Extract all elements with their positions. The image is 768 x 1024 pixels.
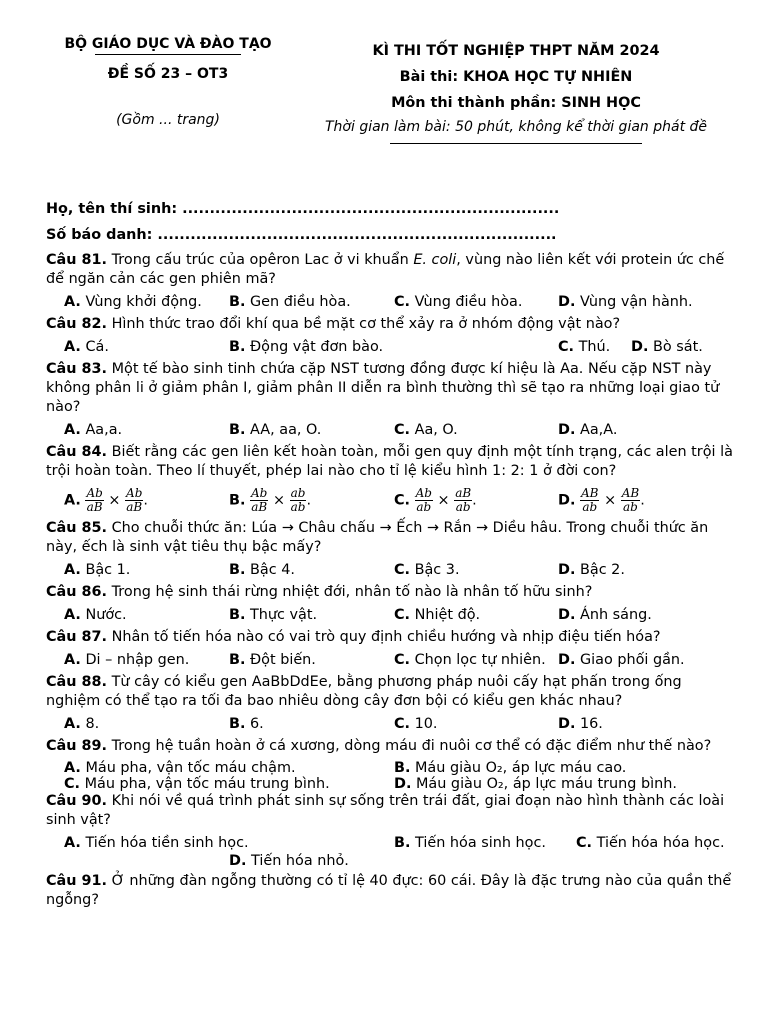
option-b: B. AA, aa, O. bbox=[229, 422, 322, 438]
option-a: A. Aa,a. bbox=[64, 422, 123, 438]
question-87 bbox=[46, 628, 734, 647]
option-b: B. Gen điều hòa. bbox=[229, 294, 351, 310]
question-number: Câu 90. bbox=[46, 793, 108, 809]
options-89 bbox=[46, 758, 734, 792]
question-number: Câu 86. bbox=[46, 584, 108, 600]
options-81 bbox=[46, 291, 734, 315]
genotype-fraction: $\frac{Ab}{aB}$ bbox=[126, 486, 143, 514]
question-number: Câu 87. bbox=[46, 629, 108, 645]
question-91 bbox=[46, 872, 734, 910]
genotype-fraction: $\frac{AB}{ab}$ bbox=[581, 486, 599, 514]
option-d: D. Ánh sáng. bbox=[558, 607, 652, 623]
exam-code: ĐỀ SỐ 23 – OT3 bbox=[107, 66, 229, 82]
option-d: D. $\frac{AB}{ab}$ × $\frac{AB}{ab}$ . bbox=[558, 486, 645, 514]
candidate-info bbox=[46, 196, 746, 248]
question-text: , vùng nào liên kết với protein ức chế để ngăn cản các gen phiên mã? bbox=[46, 252, 725, 287]
options-82 bbox=[46, 336, 734, 360]
option-b: B. Máu giàu O₂, áp lực máu cao. bbox=[394, 760, 627, 776]
option-a: A. Vùng khởi động. bbox=[64, 294, 202, 310]
option-b: B. 6. bbox=[229, 716, 264, 732]
option-d: D. Aa,A. bbox=[558, 422, 618, 438]
option-d: D. Bò sát. bbox=[631, 339, 703, 355]
option-c: C. Máu pha, vận tốc máu trung bình. bbox=[64, 776, 330, 792]
question-text: Nhân tố tiến hóa nào có vai trò quy định chiều hướng và nhịp điệu tiến hóa? bbox=[111, 629, 661, 645]
question-84 bbox=[46, 443, 734, 481]
option-c: C. Thú. bbox=[558, 339, 611, 355]
question-83 bbox=[46, 360, 734, 417]
question-82 bbox=[46, 315, 734, 334]
question-text: Biết rằng các gen liên kết hoàn toàn, mỗi gen quy định một tính trạng, các alen trội là trội hoàn toàn. Theo lí thuyết, phép lai nào cho tỉ lệ kiểu hình 1: 2: 1 ở đời con? bbox=[46, 444, 733, 479]
question-text: Một tế bào sinh tinh chứa cặp NST tương đồng được kí hiệu là Aa. Nếu cặp NST này không phân li ở giảm phân I, giảm phân II diễn ra bình thường thì sẽ tạo ra những loại giao tử nào? bbox=[46, 361, 720, 415]
exam-title: KÌ THI TỐT NGHIỆP THPT NĂM 2024 bbox=[372, 43, 660, 59]
question-number: Câu 84. bbox=[46, 444, 108, 460]
option-c: C. Nhiệt độ. bbox=[394, 607, 481, 623]
question-text: Khi nói về quá trình phát sinh sự sống trên trái đất, giai đoạn nào hình thành các loài sinh vật? bbox=[46, 793, 725, 828]
candidate-id-line: Số báo danh: ......................................................................... bbox=[46, 227, 557, 243]
options-85 bbox=[46, 559, 734, 583]
time-note: Thời gian làm bài: 50 phút, không kể thời gian phát đề bbox=[324, 119, 708, 135]
question-list bbox=[46, 251, 734, 912]
options-87 bbox=[46, 649, 734, 673]
header-right bbox=[300, 38, 732, 144]
option-b: B. Thực vật. bbox=[229, 607, 318, 623]
question-text-italic: E. coli bbox=[413, 252, 457, 268]
question-86 bbox=[46, 583, 734, 602]
genotype-fraction: $\frac{Ab}{ab}$ bbox=[415, 486, 432, 514]
options-86 bbox=[46, 604, 734, 628]
option-b: B. Tiến hóa sinh học. bbox=[394, 835, 546, 851]
question-text: Ở những đàn ngỗng thường có tỉ lệ 40 đực: 60 cái. Đây là đặc trưng nào của quần thể ngỗng? bbox=[46, 873, 732, 908]
option-a: A. Máu pha, vận tốc máu chậm. bbox=[64, 760, 296, 776]
option-a: A. $\frac{Ab}{aB}$ × $\frac{Ab}{aB}$ . bbox=[64, 486, 148, 514]
option-a: A. Nước. bbox=[64, 607, 127, 623]
question-number: Câu 91. bbox=[46, 873, 108, 889]
header-right-rule bbox=[390, 143, 642, 144]
question-81 bbox=[46, 251, 734, 289]
options-88 bbox=[46, 713, 734, 737]
option-b: B. $\frac{Ab}{aB}$ × $\frac{ab}{ab}$ . bbox=[229, 486, 312, 514]
ministry-name: BỘ GIÁO DỤC VÀ ĐÀO TẠO bbox=[64, 36, 272, 52]
genotype-fraction: $\frac{aB}{ab}$ bbox=[455, 486, 472, 514]
question-text: Từ cây có kiểu gen AaBbDdEe, bằng phương pháp nuôi cấy hạt phấn trong ống nghiệm có thể tạo ra tối đa bao nhiêu dòng cây đơn bội có kiểu gen khác nhau? bbox=[46, 674, 682, 709]
question-text: Trong hệ sinh thái rừng nhiệt đới, nhân tố nào là nhân tố hữu sinh? bbox=[111, 584, 593, 600]
question-88 bbox=[46, 673, 734, 711]
question-number: Câu 83. bbox=[46, 361, 108, 377]
genotype-fraction: $\frac{AB}{ab}$ bbox=[621, 486, 640, 514]
option-b: B. Bậc 4. bbox=[229, 562, 295, 578]
subject-group: Bài thi: KHOA HỌC TỰ NHIÊN bbox=[399, 69, 633, 85]
question-90 bbox=[46, 792, 734, 830]
candidate-name-line: Họ, tên thí sinh: ..................................................................... bbox=[46, 201, 560, 217]
option-b: B. Động vật đơn bào. bbox=[229, 339, 384, 355]
option-a: A. Bậc 1. bbox=[64, 562, 131, 578]
question-85 bbox=[46, 519, 734, 557]
option-d: D. Giao phối gần. bbox=[558, 652, 685, 668]
subject: Môn thi thành phần: SINH HỌC bbox=[391, 95, 641, 111]
question-text: Hình thức trao đổi khí qua bề mặt cơ thể xảy ra ở nhóm động vật nào? bbox=[111, 316, 621, 332]
option-d: D. Bậc 2. bbox=[558, 562, 625, 578]
options-84 bbox=[46, 483, 734, 519]
option-c: C. $\frac{Ab}{ab}$ × $\frac{aB}{ab}$ . bbox=[394, 486, 477, 514]
question-number: Câu 88. bbox=[46, 674, 108, 690]
question-number: Câu 82. bbox=[46, 316, 108, 332]
options-90 bbox=[46, 832, 734, 872]
option-a: A. Di – nhập gen. bbox=[64, 652, 190, 668]
option-c: C. Vùng điều hòa. bbox=[394, 294, 523, 310]
question-number: Câu 89. bbox=[46, 738, 108, 754]
option-c: C. Chọn lọc tự nhiên. bbox=[394, 652, 546, 668]
option-c: C. 10. bbox=[394, 716, 438, 732]
header-left bbox=[58, 36, 278, 128]
pages-note: (Gồm ... trang) bbox=[116, 112, 220, 128]
question-text: Trong cấu trúc của opêron Lac ở vi khuẩn bbox=[111, 252, 414, 268]
option-a: A. Tiến hóa tiền sinh học. bbox=[64, 835, 249, 851]
option-c: C. Bậc 3. bbox=[394, 562, 460, 578]
option-d: D. Vùng vận hành. bbox=[558, 294, 693, 310]
option-a: A. Cá. bbox=[64, 339, 109, 355]
option-c: C. Aa, O. bbox=[394, 422, 458, 438]
option-d: D. Máu giàu O₂, áp lực máu trung bình. bbox=[394, 776, 677, 792]
option-d: D. 16. bbox=[558, 716, 603, 732]
option-c: C. Tiến hóa hóa học. bbox=[576, 835, 725, 851]
question-number: Câu 85. bbox=[46, 520, 108, 536]
option-d: D. Tiến hóa nhỏ. bbox=[229, 853, 349, 869]
genotype-fraction: $\frac{Ab}{aB}$ bbox=[251, 486, 268, 514]
option-b: B. Đột biến. bbox=[229, 652, 316, 668]
genotype-fraction: $\frac{Ab}{aB}$ bbox=[86, 486, 103, 514]
option-a: A. 8. bbox=[64, 716, 100, 732]
question-text: Cho chuỗi thức ăn: Lúa → Châu chấu → Ếch → Rắn → Diều hâu. Trong chuỗi thức ăn này, ếch là sinh vật tiêu thụ bậc mấy? bbox=[46, 520, 709, 555]
question-89 bbox=[46, 737, 734, 756]
genotype-fraction: $\frac{ab}{ab}$ bbox=[290, 486, 306, 514]
question-number: Câu 81. bbox=[46, 252, 108, 268]
question-text: Trong hệ tuần hoàn ở cá xương, dòng máu đi nuôi cơ thể có đặc điểm như thế nào? bbox=[111, 738, 712, 754]
options-83 bbox=[46, 419, 734, 443]
header-left-rule bbox=[95, 54, 241, 55]
